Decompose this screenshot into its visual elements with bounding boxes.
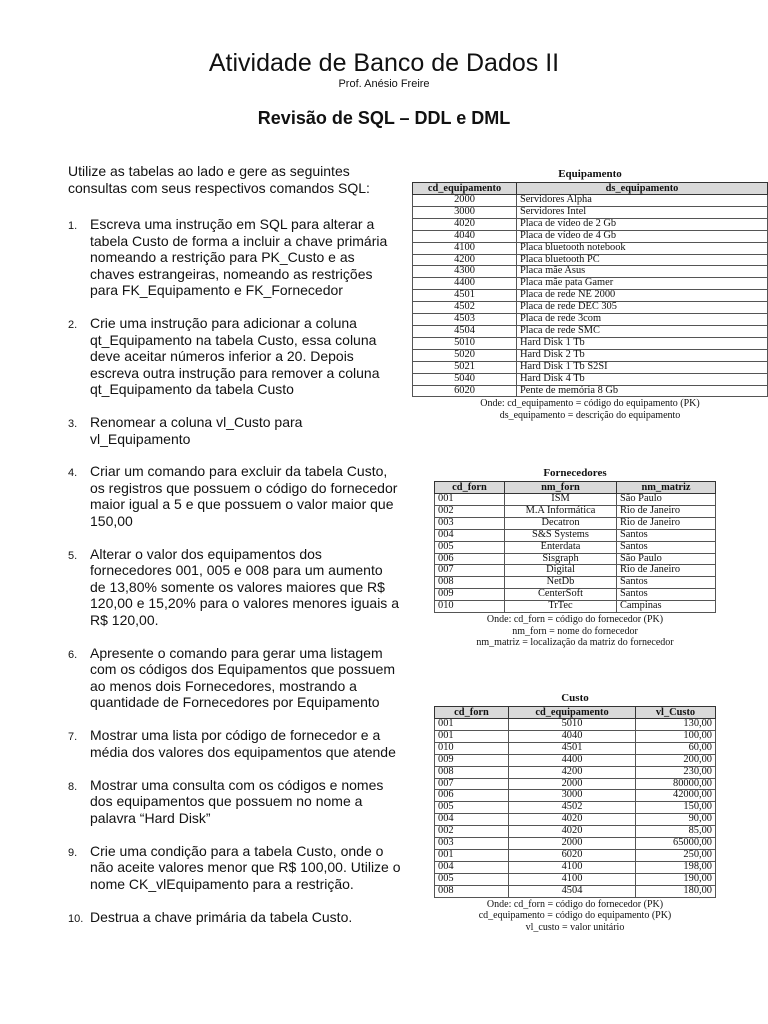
table-note: cd_equipamento = código do equipamento (PK) xyxy=(478,910,672,922)
table-row xyxy=(413,337,768,349)
table-cell: Placa mãe Asus xyxy=(517,266,768,278)
table-cell: 005 xyxy=(435,802,509,814)
question-number: 9. xyxy=(68,846,78,859)
fornecedores-table xyxy=(434,481,716,613)
table-note: nm_forn = nome do fornecedor xyxy=(512,625,638,637)
table-row xyxy=(435,541,716,553)
table-cell: 010 xyxy=(435,742,509,754)
table-cell: 4501 xyxy=(413,290,517,302)
custo-notes xyxy=(434,899,716,934)
table-row xyxy=(435,754,716,766)
table-cell: 4020 xyxy=(509,814,636,826)
question-item xyxy=(68,777,402,827)
fornecedores-table-block xyxy=(434,467,716,649)
question-number: 3. xyxy=(68,418,78,430)
table-cell: 3000 xyxy=(413,206,517,218)
table-cell: 4200 xyxy=(413,254,517,266)
table-cell: 150,00 xyxy=(636,802,716,814)
table-cell: 010 xyxy=(435,601,505,613)
table-cell: 002 xyxy=(435,826,509,838)
table-cell: Santos xyxy=(617,589,716,601)
table-row xyxy=(435,802,716,814)
table-cell: CenterSoft xyxy=(505,589,617,601)
table-row xyxy=(413,206,768,218)
table-cell: 5021 xyxy=(413,361,517,373)
table-cell: Pente de memória 8 Gb xyxy=(517,385,768,397)
table-row xyxy=(435,529,716,541)
table-cell: 009 xyxy=(435,754,509,766)
table-cell: 5020 xyxy=(413,349,517,361)
table-cell: Sisgraph xyxy=(505,553,617,565)
question-item xyxy=(68,463,402,529)
table-cell: 60,00 xyxy=(636,742,716,754)
question-number: 1. xyxy=(68,220,78,232)
table-cell: S&S Systems xyxy=(505,529,617,541)
column-header: nm_forn xyxy=(505,482,617,494)
table-cell: 005 xyxy=(435,541,505,553)
table-cell: 002 xyxy=(435,505,505,517)
table-cell: 2000 xyxy=(413,195,517,207)
table-cell: Santos xyxy=(617,541,716,553)
table-row xyxy=(435,494,716,506)
table-row xyxy=(435,577,716,589)
table-cell: Placa de rede 3com xyxy=(517,314,768,326)
table-note: Onde: cd_equipamento = código do equipamento (PK) xyxy=(480,398,700,410)
table-cell: Placa mãe pata Gamer xyxy=(517,278,768,290)
table-row xyxy=(413,230,768,242)
table-row xyxy=(413,242,768,254)
table-row xyxy=(435,601,716,613)
column-header: cd_equipamento xyxy=(413,183,517,195)
table-row xyxy=(435,849,716,861)
table-cell: 001 xyxy=(435,849,509,861)
table-cell: 180,00 xyxy=(636,885,716,897)
equipamento-notes xyxy=(412,398,768,421)
question-text: Alterar o valor dos equipamentos dos fornecedores 001, 005 e 008 para um aumento de 13,80% somente os valores maiores que R$ 120,00 e 15,20% para o valores menores iguais a R$ 120,00. xyxy=(90,545,399,628)
question-text: Mostrar uma lista por código de fornecedor e a média dos valores dos equipamentos que atende xyxy=(90,727,396,760)
question-item xyxy=(68,843,402,893)
table-row xyxy=(413,266,768,278)
question-text: Destrua a chave primária da tabela Custo. xyxy=(90,908,353,925)
table-cell: 008 xyxy=(435,766,509,778)
table-cell: 42000,00 xyxy=(636,790,716,802)
table-cell: ISM xyxy=(505,494,617,506)
table-cell: 001 xyxy=(435,730,509,742)
table-row xyxy=(413,325,768,337)
table-row xyxy=(435,778,716,790)
table-row xyxy=(435,719,716,731)
table-cell: Santos xyxy=(617,577,716,589)
table-cell: 005 xyxy=(435,873,509,885)
table-cell: Rio de Janeiro xyxy=(617,565,716,577)
question-item xyxy=(68,645,402,711)
question-text: Apresente o comando para gerar uma listagem com os códigos dos Equipamentos que possuem ao menos dois Fornecedores, mostrando a quantidade de Fornecedores por Equipamento xyxy=(90,644,396,710)
table-cell: Rio de Janeiro xyxy=(617,517,716,529)
table-cell: Placa bluetooth PC xyxy=(517,254,768,266)
table-cell: 65000,00 xyxy=(636,838,716,850)
table-row xyxy=(413,373,768,385)
table-cell: 198,00 xyxy=(636,861,716,873)
table-row xyxy=(435,814,716,826)
table-row xyxy=(413,314,768,326)
custo-table-block xyxy=(434,692,716,933)
table-cell: 008 xyxy=(435,885,509,897)
table-cell: 250,00 xyxy=(636,849,716,861)
table-cell: 5010 xyxy=(509,719,636,731)
question-number: 6. xyxy=(68,648,78,661)
question-number: 10. xyxy=(68,912,84,925)
table-cell: 4502 xyxy=(509,802,636,814)
document-title: Atividade de Banco de Dados II xyxy=(208,49,560,77)
question-text: Crie uma condição para a tabela Custo, onde o não aceite valores menor que R$ 100,00. Utilize o nome CK_vlEquipamento para a restrição. xyxy=(90,842,401,892)
table-row xyxy=(435,826,716,838)
table-cell: 4502 xyxy=(413,302,517,314)
table-cell: Santos xyxy=(617,529,716,541)
table-cell: Placa de rede DEC 305 xyxy=(517,302,768,314)
equipamento-caption: Equipamento xyxy=(558,168,622,180)
equipamento-table-block xyxy=(412,168,768,421)
table-cell: M.A Informática xyxy=(505,505,617,517)
question-text: Crie uma instrução para adicionar a coluna qt_Equipamento na tabela Custo, essa coluna deve aceitar números inferior a 20. Depois escreva outra instrução para remover a coluna qt_Equipamento da tabela Custo xyxy=(90,315,380,397)
table-cell: 3000 xyxy=(509,790,636,802)
table-cell: Campinas xyxy=(617,601,716,613)
table-cell: 190,00 xyxy=(636,873,716,885)
table-cell: 90,00 xyxy=(636,814,716,826)
custo-table xyxy=(434,706,716,898)
table-cell: 6020 xyxy=(509,849,636,861)
table-cell: Placa de vídeo de 4 Gb xyxy=(517,230,768,242)
table-cell: 130,00 xyxy=(636,719,716,731)
question-number: 2. xyxy=(68,319,78,331)
table-cell: 5040 xyxy=(413,373,517,385)
table-row xyxy=(435,885,716,897)
table-row xyxy=(435,730,716,742)
table-row xyxy=(435,766,716,778)
table-cell: São Paulo xyxy=(617,494,716,506)
table-row xyxy=(413,218,768,230)
table-note: Onde: cd_forn = código do fornecedor (PK) xyxy=(486,898,664,910)
table-row xyxy=(413,385,768,397)
table-cell: 2000 xyxy=(509,838,636,850)
table-note: nm_matriz = localização da matriz do fornecedor xyxy=(476,637,674,649)
table-cell: 4300 xyxy=(413,266,517,278)
table-cell: 4040 xyxy=(413,230,517,242)
table-cell: Hard Disk 2 Tb xyxy=(517,349,768,361)
question-item xyxy=(68,414,402,447)
table-row xyxy=(435,517,716,529)
table-cell: 4504 xyxy=(413,325,517,337)
table-cell: 100,00 xyxy=(636,730,716,742)
table-cell: 85,00 xyxy=(636,826,716,838)
column-header: vl_Custo xyxy=(636,707,716,719)
table-cell: 001 xyxy=(435,494,505,506)
table-cell: 003 xyxy=(435,838,509,850)
table-row xyxy=(413,361,768,373)
table-row xyxy=(413,290,768,302)
table-cell: 4020 xyxy=(509,826,636,838)
question-list xyxy=(68,216,402,925)
table-cell: Rio de Janeiro xyxy=(617,505,716,517)
custo-caption: Custo xyxy=(561,692,589,704)
question-item xyxy=(68,216,402,299)
question-text: Mostrar uma consulta com os códigos e nomes dos equipamentos que possuem no nome a palavra “Hard Disk” xyxy=(90,776,384,826)
table-cell: Servidores Alpha xyxy=(517,195,768,207)
table-cell: 80000,00 xyxy=(636,778,716,790)
table-row xyxy=(435,790,716,802)
table-note: ds_equipamento = descrição do equipamento xyxy=(499,409,681,421)
table-cell: 4100 xyxy=(509,873,636,885)
question-item xyxy=(68,909,402,926)
table-cell: 001 xyxy=(435,719,509,731)
table-cell: NetDb xyxy=(505,577,617,589)
table-cell: São Paulo xyxy=(617,553,716,565)
table-cell: 2000 xyxy=(509,778,636,790)
table-cell: 230,00 xyxy=(636,766,716,778)
section-heading: Revisão de SQL – DDL e DML xyxy=(257,108,511,128)
table-row xyxy=(435,838,716,850)
table-cell: Hard Disk 4 Tb xyxy=(517,373,768,385)
table-cell: 007 xyxy=(435,778,509,790)
question-number: 7. xyxy=(68,731,78,743)
professor-name: Prof. Anésio Freire xyxy=(338,78,430,90)
fornecedores-caption: Fornecedores xyxy=(543,467,607,479)
table-row xyxy=(413,254,768,266)
table-cell: 009 xyxy=(435,589,505,601)
table-cell: 4400 xyxy=(509,754,636,766)
table-cell: Decatron xyxy=(505,517,617,529)
table-cell: 4040 xyxy=(509,730,636,742)
column-header: cd_forn xyxy=(435,707,509,719)
fornecedores-notes xyxy=(434,614,716,649)
question-item xyxy=(68,727,402,760)
question-text: Escreva uma instrução em SQL para alterar a tabela Custo de forma a incluir a chave primária nomeando a restrição para PK_Custo e as chaves estrangeiras, nomeando as restrições para FK_Equipamento e FK_Fornecedor xyxy=(90,216,388,298)
question-text: Criar um comando para excluir da tabela Custo, os registros que possuem o código do fornecedor maior igual a 5 e que possuem o valor maior que 150,00 xyxy=(90,463,398,529)
table-cell: 6020 xyxy=(413,385,517,397)
table-cell: Placa de rede SMC xyxy=(517,325,768,337)
table-cell: 006 xyxy=(435,790,509,802)
table-cell: 4200 xyxy=(509,766,636,778)
table-cell: Enterdata xyxy=(505,541,617,553)
table-row xyxy=(435,505,716,517)
table-row xyxy=(413,349,768,361)
table-cell: 4100 xyxy=(509,861,636,873)
question-number: 8. xyxy=(68,780,78,793)
table-row xyxy=(435,553,716,565)
table-row xyxy=(413,195,768,207)
question-text: Renomear a coluna vl_Custo para vl_Equipamento xyxy=(90,414,303,447)
table-row xyxy=(435,861,716,873)
question-item xyxy=(68,546,402,629)
table-cell: Digital xyxy=(505,565,617,577)
table-cell: 003 xyxy=(435,517,505,529)
table-cell: 5010 xyxy=(413,337,517,349)
table-cell: 200,00 xyxy=(636,754,716,766)
table-cell: 004 xyxy=(435,529,505,541)
equipamento-table xyxy=(412,182,768,397)
table-cell: 4504 xyxy=(509,885,636,897)
table-row xyxy=(435,565,716,577)
table-cell: 4503 xyxy=(413,314,517,326)
table-row xyxy=(435,873,716,885)
table-cell: 4400 xyxy=(413,278,517,290)
column-header: nm_matriz xyxy=(617,482,716,494)
table-cell: 008 xyxy=(435,577,505,589)
table-cell: TrTec xyxy=(505,601,617,613)
table-row xyxy=(435,742,716,754)
intro-text: Utilize as tabelas ao lado e gere as seguintes consultas com seus respectivos comandos SQL: xyxy=(68,163,370,196)
table-cell: 4020 xyxy=(413,218,517,230)
question-number: 5. xyxy=(68,549,78,562)
column-header: ds_equipamento xyxy=(517,183,768,195)
table-cell: Placa de vídeo de 2 Gb xyxy=(517,218,768,230)
table-row xyxy=(413,302,768,314)
table-cell: 004 xyxy=(435,861,509,873)
question-number: 4. xyxy=(68,467,78,479)
table-cell: 4501 xyxy=(509,742,636,754)
table-cell: 4100 xyxy=(413,242,517,254)
table-row xyxy=(413,278,768,290)
table-note: vl_custo = valor unitário xyxy=(525,921,625,933)
table-note: Onde: cd_forn = código do fornecedor (PK) xyxy=(486,614,664,626)
instructions-column xyxy=(68,163,402,942)
question-item xyxy=(68,315,402,398)
table-cell: 006 xyxy=(435,553,505,565)
column-header: cd_forn xyxy=(435,482,505,494)
table-row xyxy=(435,589,716,601)
table-cell: Hard Disk 1 Tb xyxy=(517,337,768,349)
table-cell: Placa de rede NE 2000 xyxy=(517,290,768,302)
table-cell: Hard Disk 1 Tb S2SI xyxy=(517,361,768,373)
table-cell: 007 xyxy=(435,565,505,577)
column-header: cd_equipamento xyxy=(509,707,636,719)
table-cell: Servidores Intel xyxy=(517,206,768,218)
table-cell: 004 xyxy=(435,814,509,826)
table-cell: Placa bluetooth notebook xyxy=(517,242,768,254)
